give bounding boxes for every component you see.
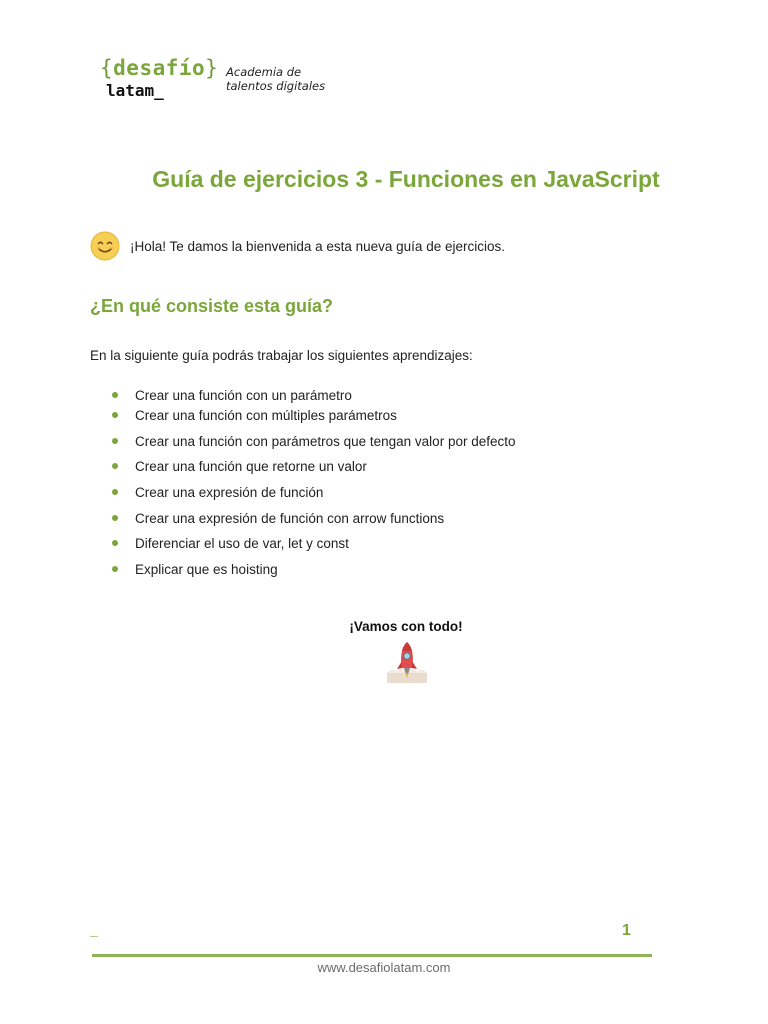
logo-sub-name: latam_	[106, 81, 164, 100]
list-item	[112, 459, 367, 474]
list-item-text: Explicar que es hoisting	[135, 562, 278, 577]
bullet-icon	[112, 438, 118, 444]
bullet-icon	[112, 540, 118, 546]
list-item-text: Crear una función con un parámetro	[135, 388, 352, 403]
welcome-text: ¡Hola! Te damos la bienvenida a esta nueva guía de ejercicios.	[130, 238, 505, 254]
logo-brace-close: }	[205, 56, 219, 80]
logo-tagline-line1: Academia de	[226, 65, 302, 79]
list-item	[112, 485, 323, 500]
footer-divider	[92, 954, 652, 957]
bullet-icon	[112, 412, 118, 418]
list-item	[112, 388, 352, 403]
list-item-text: Crear una expresión de función con arrow functions	[135, 511, 445, 526]
welcome-message	[90, 230, 505, 262]
footer-mark: _	[90, 922, 98, 938]
list-item	[112, 511, 444, 526]
list-item-text: Crear una expresión de función	[135, 485, 324, 500]
section-intro: En la siguiente guía podrás trabajar los siguientes aprendizajes:	[90, 348, 473, 363]
bullet-icon	[112, 566, 118, 572]
page-title: Guía de ejercicios 3 - Funciones en JavaScript	[152, 166, 660, 192]
smiley-icon	[90, 231, 120, 261]
list-item-text: Crear una función con parámetros que tengan valor por defecto	[135, 434, 516, 449]
logo-brace-open: {	[100, 56, 114, 80]
logo-brand-name	[100, 56, 218, 80]
bullet-icon	[112, 515, 118, 521]
bullet-icon	[112, 392, 118, 398]
list-item-text: Crear una función que retorne un valor	[135, 459, 367, 474]
list-item-text: Diferenciar el uso de var, let y const	[135, 536, 349, 551]
bullet-icon	[112, 489, 118, 495]
list-item	[112, 434, 516, 449]
footer-url: www.desafiolatam.com	[317, 960, 451, 975]
list-item-text: Crear una función con múltiples parámetros	[135, 408, 397, 423]
logo-tagline-line2: talentos digitales	[226, 79, 326, 93]
bullet-icon	[112, 463, 118, 469]
section-heading: ¿En qué consiste esta guía?	[90, 296, 334, 316]
rocket-icon	[386, 640, 428, 684]
list-item	[112, 536, 349, 551]
page-number: 1	[622, 922, 631, 939]
list-item	[112, 562, 278, 577]
cta-text: ¡Vamos con todo!	[349, 619, 463, 634]
logo-brand-word: desafío	[113, 56, 206, 80]
brand-logo	[100, 56, 340, 104]
list-item	[112, 408, 397, 423]
logo-tagline	[226, 65, 325, 93]
